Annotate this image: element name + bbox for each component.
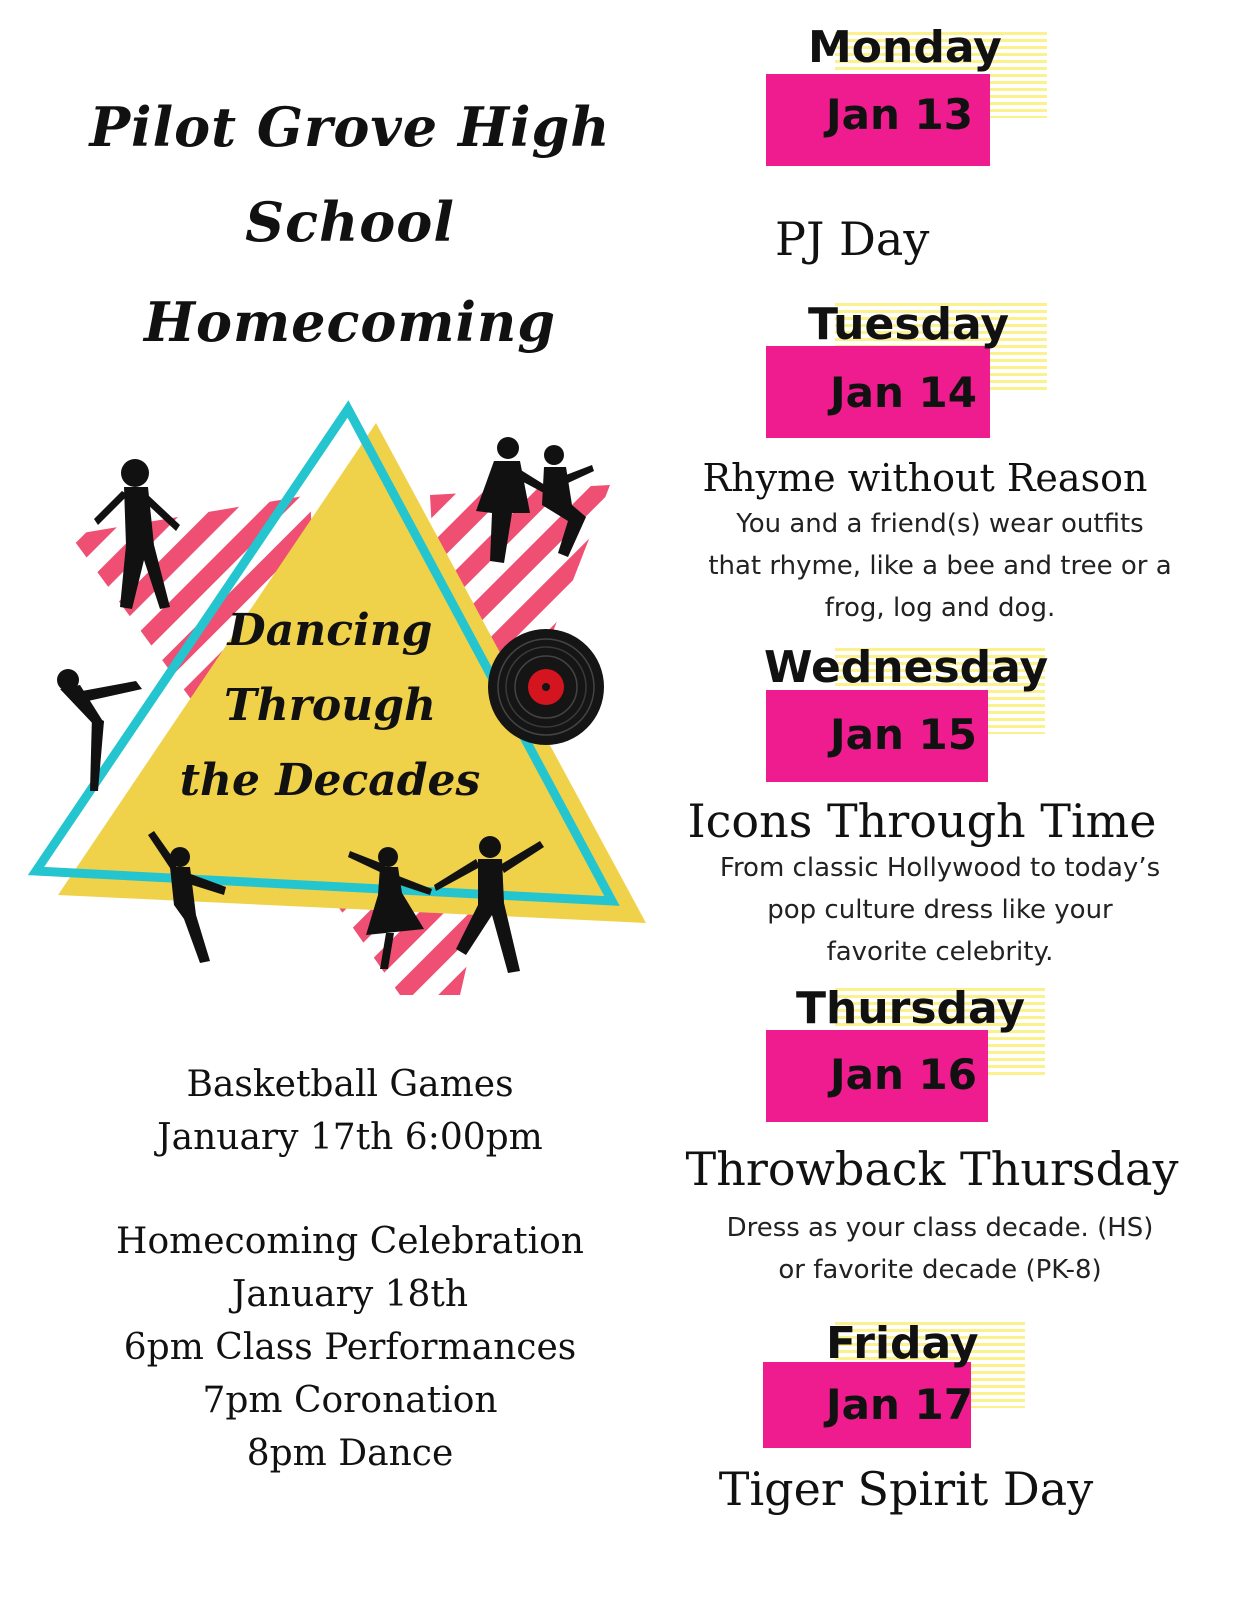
day-date: Jan 16 <box>830 1050 977 1099</box>
day-name: Wednesday <box>764 642 1049 693</box>
event-title: PJ Day <box>775 212 930 266</box>
day-date: Jan 15 <box>830 710 977 759</box>
day-name: Monday <box>808 22 1002 73</box>
event-description-line: frog, log and dog. <box>824 593 1056 623</box>
event-description <box>670 847 1210 973</box>
basketball-time: January 17th 6:00pm <box>157 1117 543 1158</box>
page-title-line-2: School <box>245 190 455 254</box>
event-description-line: Dress as your class decade. (HS) <box>726 1213 1154 1243</box>
day-name: Tuesday <box>808 299 1010 350</box>
page-title-line-1: Pilot Grove High <box>89 95 611 159</box>
theme-line-1: Dancing <box>227 605 433 656</box>
theme-artwork <box>20 395 660 1015</box>
coronation-time: 7pm Coronation <box>202 1380 498 1421</box>
day-date: Jan 14 <box>830 368 977 417</box>
day-name: Thursday <box>796 983 1026 1034</box>
theme-line-3: the Decades <box>179 755 481 806</box>
event-description <box>670 503 1210 629</box>
event-title: Throwback Thursday <box>685 1142 1179 1196</box>
basketball-title: Basketball Games <box>186 1064 514 1105</box>
day-date: Jan 17 <box>826 1380 973 1429</box>
event-description-line: favorite celebrity. <box>826 937 1054 967</box>
event-description <box>670 1207 1210 1291</box>
day-date: Jan 13 <box>826 90 973 139</box>
event-description-line: that rhyme, like a bee and tree or a <box>708 551 1172 581</box>
event-description-line: or favorite decade (PK-8) <box>778 1255 1102 1285</box>
day-name: Friday <box>826 1318 979 1369</box>
page-title-line-3: Homecoming <box>143 290 557 354</box>
event-title: Tiger Spirit Day <box>718 1462 1094 1516</box>
event-title: Rhyme without Reason <box>702 456 1148 500</box>
performances-time: 6pm Class Performances <box>123 1327 577 1368</box>
event-description-line: From classic Hollywood to today’s <box>719 853 1161 883</box>
theme-line-2: Through <box>223 680 436 731</box>
event-description-line: pop culture dress like your <box>767 895 1113 925</box>
dance-time: 8pm Dance <box>246 1433 454 1474</box>
event-description-line: You and a friend(s) wear outfits <box>736 509 1144 539</box>
celebration-info <box>40 1215 660 1480</box>
basketball-info <box>40 1058 660 1164</box>
celebration-date: January 18th <box>231 1274 469 1315</box>
event-title: Icons Through Time <box>687 794 1157 848</box>
celebration-title: Homecoming Celebration <box>116 1221 584 1262</box>
